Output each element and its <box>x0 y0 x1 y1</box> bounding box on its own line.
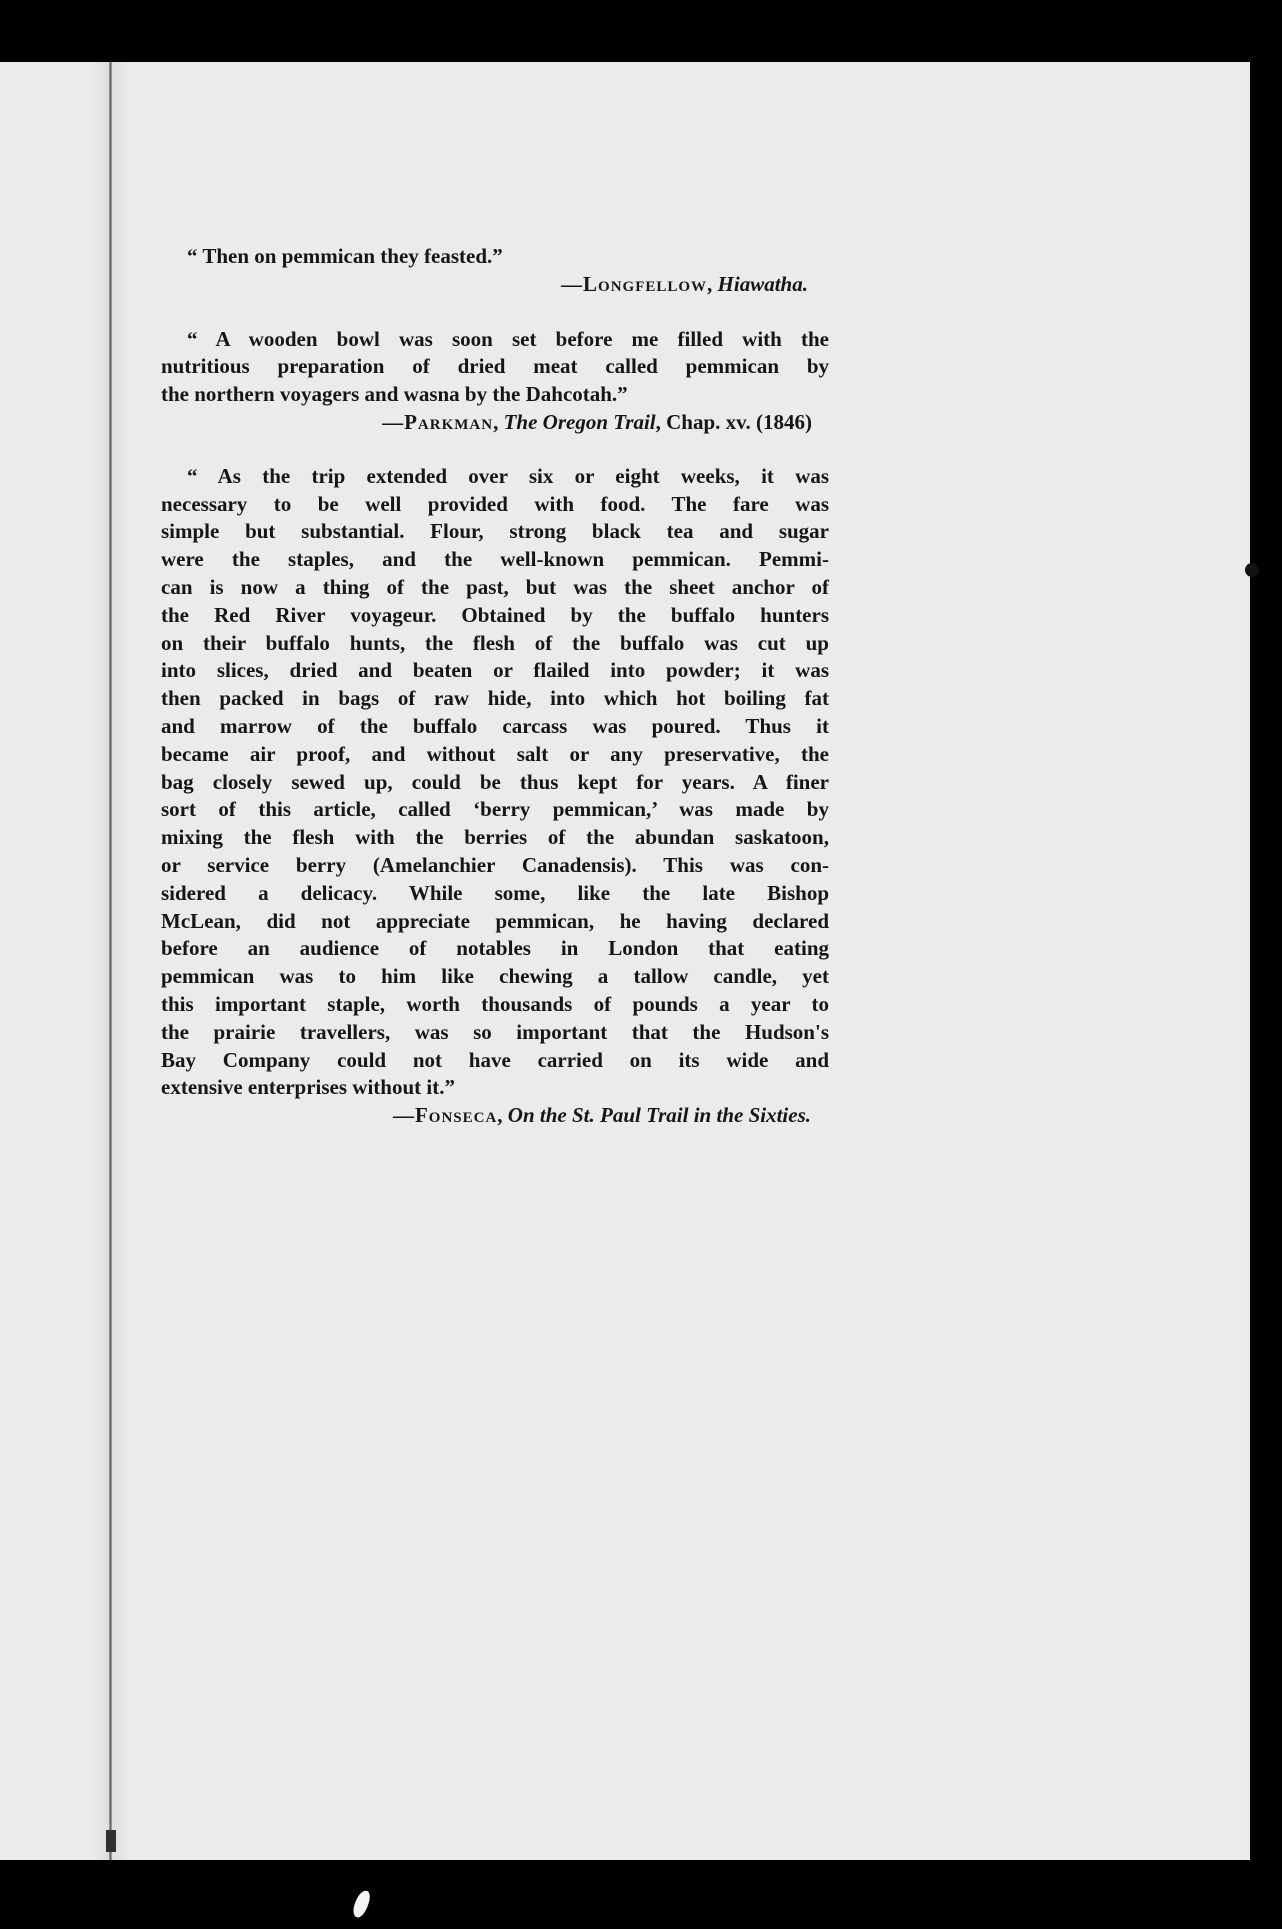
epigraph-2-attribution: —Parkman, The Oregon Trail, Chap. xv. (1846) <box>382 409 812 434</box>
gutter-fold-line <box>109 62 112 1860</box>
epigraph-3-line: before an audience of notables in London that eating <box>161 936 829 961</box>
epigraph-3-line: sidered a delicacy. While some, like the late Bishop <box>161 880 829 905</box>
epigraph-3-line: McLean, did not appreciate pemmican, he having declared <box>161 908 829 933</box>
epigraph-3-line: became air proof, and without salt or any preservative, the <box>161 741 829 766</box>
scan-light-blemish <box>351 1889 372 1920</box>
epigraphs-text-block <box>161 243 829 1130</box>
epigraph-3-line: can is now a thing of the past, but was the sheet anchor of <box>161 574 829 599</box>
epigraph-3-line: bag closely sewed up, could be thus kept for years. A finer <box>161 769 829 794</box>
epigraph-3-line: into slices, dried and beaten or flailed into powder; it was <box>161 658 829 683</box>
spacer <box>161 437 829 463</box>
epigraph-3-line: on their buffalo hunts, the flesh of the buffalo was cut up <box>161 630 829 655</box>
epigraph-2-line: nutritious preparation of dried meat called pemmican by <box>161 354 829 379</box>
epigraph-3-line: necessary to be well provided with food. The fare was <box>161 491 829 516</box>
epigraph-1-quote: “ Then on pemmican they feasted.” <box>187 244 503 268</box>
epigraph-3-line: Bay Company could not have carried on its wide and <box>161 1047 829 1072</box>
epigraph-3-author: —Fonseca <box>392 1103 498 1128</box>
epigraph-3-line: the Red River voyageur. Obtained by the buffalo hunters <box>161 602 829 627</box>
epigraph-2-work: The Oregon Trail <box>503 409 656 434</box>
epigraph-3-line: or service berry (Amelanchier Canadensis). This was con- <box>161 852 829 877</box>
epigraph-3-line: simple but substantial. Flour, strong black tea and sugar <box>161 519 829 544</box>
epigraph-2-line: “ A wooden bowl was soon set before me filled with the <box>187 326 829 351</box>
epigraph-2-citation: Chap. xv. (1846) <box>666 409 812 434</box>
epigraph-3-quote <box>161 463 829 1102</box>
epigraph-3-line: pemmican was to him like chewing a tallow candle, yet <box>161 964 829 989</box>
page-edge-mark <box>106 1830 116 1852</box>
spacer <box>161 299 829 326</box>
epigraph-1-attribution: —Longfellow, Hiawatha. <box>561 271 808 296</box>
epigraph-1-work: Hiawatha. <box>717 271 808 296</box>
epigraph-3-line: and marrow of the buffalo carcass was poured. Thus it <box>161 713 829 738</box>
epigraph-1-author: —Longfellow <box>561 271 708 296</box>
epigraph-3-line: the prairie travellers, was so important that the Hudson's <box>161 1019 829 1044</box>
epigraph-2-quote <box>161 326 829 409</box>
epigraph-3-line: this important staple, worth thousands of pounds a year to <box>161 991 829 1016</box>
epigraph-2-author: —Parkman <box>382 409 494 434</box>
epigraph-3-line: mixing the flesh with the berries of the abundan saskatoon, <box>161 825 829 850</box>
epigraph-3-work: On the St. Paul Trail in the Sixties. <box>507 1103 811 1128</box>
epigraph-3-line: then packed in bags of raw hide, into which hot boiling fat <box>161 686 829 711</box>
epigraph-3-line: “ As the trip extended over six or eight weeks, it was <box>187 463 829 488</box>
epigraph-3-attribution: —Fonseca, On the St. Paul Trail in the Sixties. <box>392 1103 811 1128</box>
epigraph-3-line: were the staples, and the well-known pemmican. Pemmi- <box>161 547 829 572</box>
epigraph-3-line: extensive enterprises without it.” <box>161 1075 455 1100</box>
epigraph-2-line: the northern voyagers and wasna by the Dahcotah.” <box>161 382 628 407</box>
epigraph-3-line: sort of this article, called ‘berry pemmican,’ was made by <box>161 797 829 822</box>
